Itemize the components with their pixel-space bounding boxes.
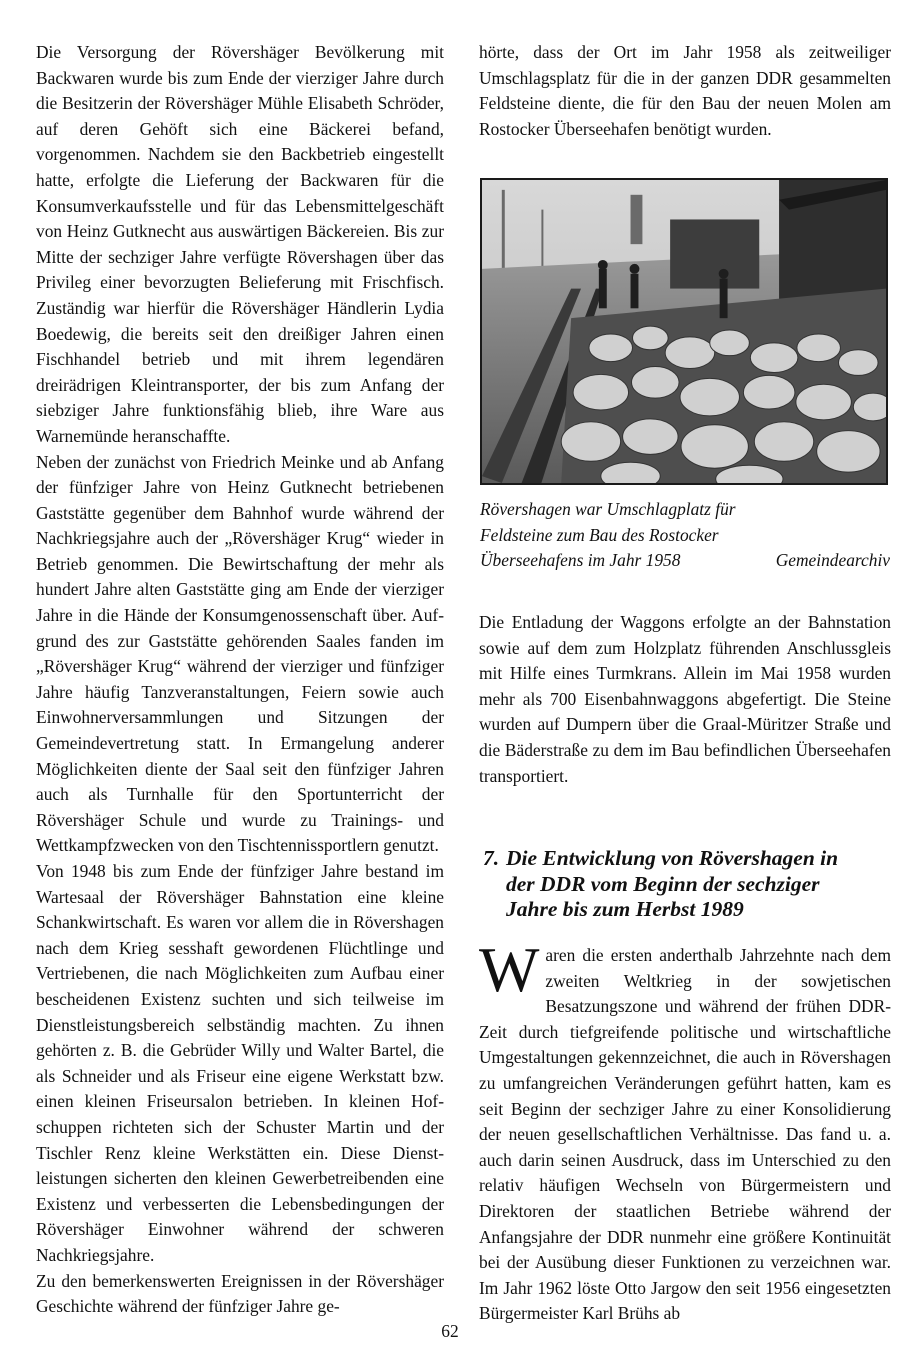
section-paragraph bbox=[479, 934, 891, 1327]
historical-photo bbox=[480, 178, 888, 485]
section-heading-line-2: der DDR vom Beginn der sechziger bbox=[506, 871, 820, 896]
paragraph-continuation: hörte, dass der Ort im Jahr 1958 als zeitweiliger Umschlagsplatz für die in der ganzen DDR gesammelten Feldsteine diente, die für den Bau der neuen Molen am Rostocker Überseehafen benötigt wurden. bbox=[479, 42, 891, 139]
drop-cap: W bbox=[479, 934, 540, 1005]
paragraph-unloading-block bbox=[479, 610, 891, 789]
paragraph-unloading: Die Entladung der Waggons erfolgte an der Bahnstation sowie auf dem zum Holzplatz führenden Anschlussgleis mit Hilfe eines Turmkrans. Allein im Mai 1958 wurden mehr als 700 Eisenbahnwaggons abgefertigt. Die Steine wurden auf Dumpern über die Graal-Müritzer Straße und die Bäderstraße zu dem im Bau befindlichen Überseehafen transportiert. bbox=[479, 612, 891, 786]
photo-credit: Gemeindearchiv bbox=[775, 550, 890, 571]
caption-line-1: Rövershagen war Umschlagplatz für bbox=[480, 499, 736, 519]
right-text-column-top bbox=[479, 40, 891, 142]
page-number: 62 bbox=[441, 1321, 459, 1341]
paragraph-gaststaette: Neben der zunächst von Friedrich Meinke und ab Anfang der fünfziger Jahre von Heinz Gutknecht betriebenen Gaststätte gegenüber dem Bahnhof wurde während der Nachkriegsjahre auch der „Rövershäger Krug“ wieder in Betrieb genommen. Die Bewirtschaftung der mehr als hundert Jahre alten Gaststätte ging am Ende der vierziger Jahre in die Hände der Konsumgenossenschaft über. Aufgrund des zur Gaststätte gehörenden Saales fanden im „Rövershäger Krug“ während der vierziger und fünfziger Jahre häufig Tanzveranstaltungen, Feiern sowie auch Einwohnerversammlungen und Sitzungen der Gemeindevertretung statt. In Ermangelung anderer Möglichkeiten diente der Saal seit den fünfziger Jahren auch als Turnhalle für den Sportunterricht der Rövershäger Schule und wurde zu Trainings- und Wettkampfzwecken von den Tischtennissportlern genutzt. bbox=[36, 451, 444, 856]
section-number: 7. bbox=[483, 846, 500, 870]
paragraph-schankwirtschaft: Von 1948 bis zum Ende der fünfziger Jahre bestand im Wartesaal der Rövershäger Bahnstation eine kleine Schankwirtschaft. Es waren vor allem die in Rövershagen nach dem Krieg sesshaft gewordenen Flüchtlinge und Vertriebenen, die nach Möglichkeiten zum Aufbau einer bescheidenen Existenz suchten und sich teilweise im Dienstleistungsbereich selbständig machten. Zu ihnen gehörten z. B. die Gebrüder Willy und Walter Bartel, die als Schneider und als Friseur eine eigene Werkstatt bzw. einen kleinen Friseursalon betrieben. In kleinen Hofschuppen richteten sich der Schuster Martin und der Tischler Renz kleine Werkstätten ein. Diese Dienstleistungen sicherten den kleinen Gewerbetreibenden eine Existenz und verbesserten die Lebensbedingungen der Rövershäger Einwohner während der schweren Nachkriegsjahre. bbox=[36, 861, 444, 1265]
caption-line-3: Überseehafens im Jahr 1958 bbox=[480, 550, 681, 571]
section-text-block bbox=[479, 934, 891, 1327]
section-heading-line-1: Die Entwicklung von Rövershagen in bbox=[506, 846, 839, 870]
section-heading bbox=[483, 846, 883, 923]
caption-line-2: Feldsteine zum Bau des Rostocker bbox=[480, 524, 719, 545]
section-heading-line-3: Jahre bis zum Herbst 1989 bbox=[506, 897, 744, 921]
left-text-column bbox=[36, 40, 444, 1320]
section-paragraph-text: aren die ersten anderthalb Jahrzehnte nach dem zweiten Weltkrieg in der sowjetischen Besatzungszone und während der frühen DDR-Zeit durch tiefgreifende politische und wirtschaftliche Umgestaltungen gekennzeichnet, die auch in Rövershagen zu umfangreichen Veränderungen geführt hatten, kam es seit Beginn der sechziger Jahre zu einer Konsolidierung der neuen gesellschaftlichen Verhältnisse. Das fand u. a. auch darin seinen Ausdruck, dass im Unterschied zu den relativ häufigen Wechseln von Bürgermeistern und Direktoren der staatlichen Betriebe während der Anfangsjahre der DDR nunmehr eine größere Kontinuität bei der Ausübung dieser Funktionen zu verzeichnen war. Im Jahr 1962 löste Otto Jargow den seit 1956 eingesetzten Bürgermeister Karl Brühs ab bbox=[479, 945, 891, 1324]
paragraph-bakery: Die Versorgung der Rövershäger Bevölkerung mit Backwaren wurde bis zum Ende der vierziger Jahre durch die Besitzerin der Rövershäger Mühle Elisabeth Schröder, auf deren Gehöft sich eine Bäckerei befand, vorgenommen. Nachdem sie den Backbetrieb eingestellt hatte, erfolgte die Lieferung der Backwaren für die Konsumverkaufsstelle und für das Lebensmittelgeschäft von Heinz Gutknecht aus auswärtigen Bäckereien. Bis zur Mitte der sechziger Jahre verfügte Rövershagen über das Privileg einer bevorzugten Belieferung mit Frischfisch. Zuständig war hierfür die Rövershäger Händlerin Lydia Boedewig, die bereits seit den dreißiger Jahren einen Fischhandel betrieb und mit ihrem legendären dreirädrigen Kleintransporter, der bis zum Anfang der siebziger Jahre funktionsfähig blieb, ihre Ware aus Warnemünde heranschaffte. bbox=[36, 42, 444, 446]
photo-caption bbox=[480, 497, 890, 574]
photo-illustration bbox=[482, 180, 886, 483]
paragraph-events: Zu den bemerkenswerten Ereignissen in der Rövershäger Geschichte während der fünfziger Jahre ge- bbox=[36, 1270, 444, 1317]
